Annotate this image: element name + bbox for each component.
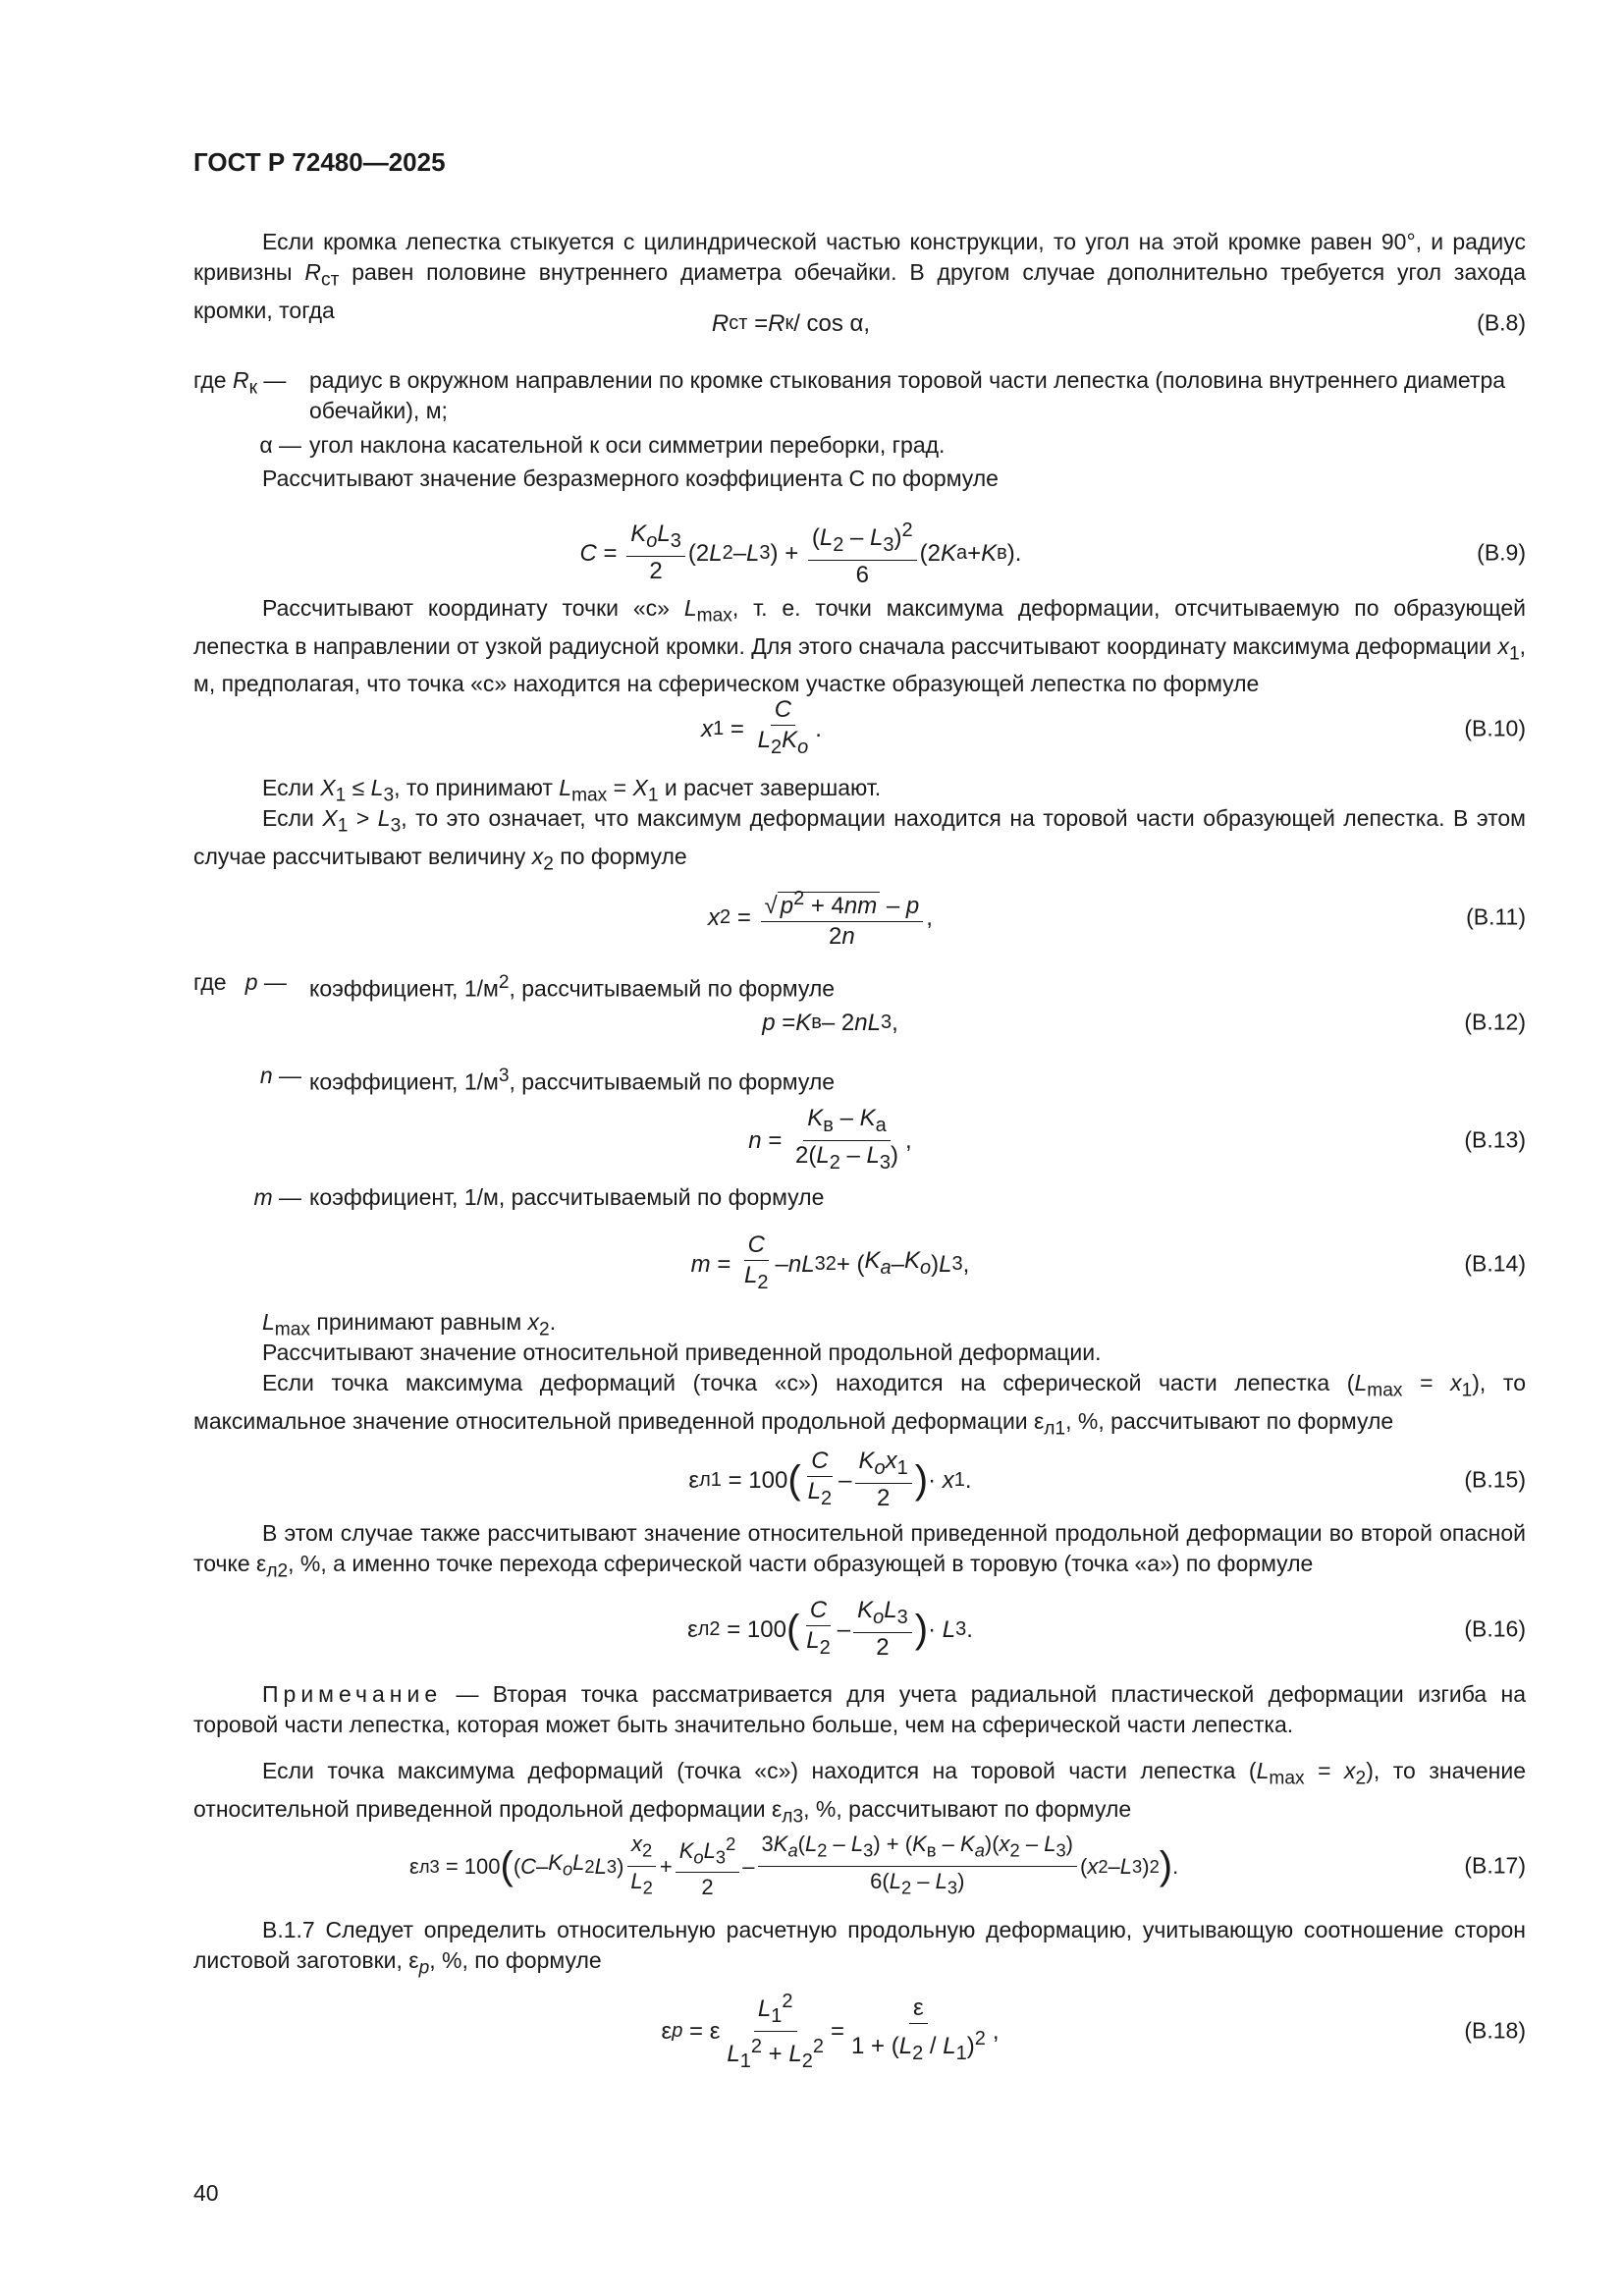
paragraph-toroidal: Если точка максимума деформаций (точка «с») находится на торовой части лепестка $(L_{max} = x_2)$, то значение относительной приведенной продольной деформации $\varepsilon_{л3}$, %, рассчитывают по формуле [193, 1758, 1526, 1828]
definition-text: радиус в окружном направлении по кромке стыкования торовой части лепестка (половина внутреннего диаметра обечайки), м; [309, 367, 1506, 423]
note [193, 1679, 1526, 1740]
equation-number: (В.14) [1464, 1250, 1526, 1277]
equation-number: (В.12) [1464, 1009, 1526, 1035]
paragraph-lmax: $L_{max}$ принимают равным $x_2$. [262, 1309, 557, 1340]
equation-b13: n = $K_в - K_а$ $2(L_2 - L_3)$ , (В.13) [748, 1104, 1526, 1174]
equation-number: (В.9) [1477, 539, 1526, 566]
paragraph-spherical: Если точка максимума деформаций (точка «с») находится на сферической части лепестка $(L_{max} = x_1)$, то максимальное значение относительной приведенной продольной деформации $\varepsilon_{л1}$, %, рассчитывают по формуле [193, 1370, 1526, 1440]
paragraph-if1: Если $X_1 \le L_3$, то принимают $L_{max} = X_1$ и расчет завершают. [262, 775, 882, 806]
paragraph-c: Рассчитывают значение безразмерного коэффициента С по формуле [262, 465, 999, 491]
equation-number: (В.8) [1477, 309, 1526, 336]
equation-b16: ε л2 = 100 ( C $L_2$ – $K_oL_3$ 2 ) · L 3 . (В.16) [687, 1597, 1526, 1661]
equation-b11: x 2 = √ $p^2 + 4nm - p$ 2n , (В.11) [193, 874, 1526, 960]
equation-b9: C = $K_oL_3$ 2 (2 L 2 – L 3 ) + $(L_2 - L_3)^2$ 6 (2 K а + K в ). (В.9) [193, 506, 1526, 600]
equation-number: (В.18) [1464, 2017, 1526, 2044]
equation-b14: m = C $L_2$ – nL 3 2 + ( $K_a$ – $K_o$ ) L 3 , (В.14) [690, 1231, 1526, 1293]
equation-number: (В.13) [1464, 1126, 1526, 1153]
paragraph-second-point: В этом случае также рассчитывают значение относительной приведенной продольной деформации во второй опасной точке $\varepsilon_{л2}$, %, а именно точке перехода сферической части образующей в торовую (точка «а») по формуле [193, 1520, 1526, 1582]
definition-text: угол наклона касательной к оси симметрии переборки, град. [309, 432, 946, 458]
definition-alpha: α — угол наклона касательной к оси симметрии переборки, град. [193, 430, 1526, 461]
equation-number: (В.16) [1464, 1615, 1526, 1642]
definition-rk: где $R_к$ — радиус в окружном направлении по кромке стыкования торовой части лепестка (половина внутреннего диаметра обечайки), м; [193, 365, 1526, 426]
definition-n: n — коэффициент, $1/м^3$, рассчитываемый по формуле [259, 1063, 836, 1095]
equation-b10: x 1 = C $L_2K_o$ . (В.10) [701, 696, 1526, 758]
equation-number: (В.15) [1464, 1466, 1526, 1493]
document-header: ГОСТ Р 72480—2025 [193, 147, 446, 177]
equation-b18: ε p = ε $L_1^2$ $L_1^2 + L_2^2$ = ε $1 + (L_2 / L_1)^2$ , (В.18) [193, 1984, 1526, 2078]
paragraph-if2: Если $X_1 > L_3$, то это означает, что максимум деформации находится на торовой части образующей лепестка. В этом случае рассчитывают величину $x_2$ по формуле [193, 805, 1526, 875]
paragraph-calc: Рассчитывают значение относительной приведенной продольной деформации. [262, 1339, 1102, 1365]
equation-b15: ε л1 = 100 ( C $L_2$ – $K_ox_1$ 2 ) · x 1 . (В.15) [688, 1448, 1526, 1511]
page-number: 40 [193, 2180, 219, 2206]
equation-b17: ε л3 = 100 ( ( C – $K_oL$ 2 L 3 ) $x_2$ $L_2$ + $K_oL_3^2$ 2 – $3K_a(L_2 - L_3) + (K_в - K_a)(x_2 - L_3)$ $6(L_2 - L_3)$ ( x 2 – L 3 ) 2 ) . (В.17) [193, 1819, 1526, 1913]
equation-b12: p = K в – 2 nL 3 , (В.12) [762, 1009, 1526, 1036]
equation-number: (В.11) [1466, 903, 1526, 930]
equation-b8: R ст = R к / cos α, (В.8) [711, 309, 1526, 337]
note-text: — Вторая точка рассматривается для учета радиальной пластической деформации изгиба на торовой части лепестка, которая может быть значительно больше, чем на сферической части лепестка. [193, 1681, 1526, 1737]
equation-number: (В.10) [1464, 715, 1526, 741]
equation-number: (В.17) [1464, 1852, 1526, 1879]
paragraph-edge: Если кромка лепестка стыкуется с цилиндрической частью конструкции, то угол на этой кромке равен 90°, и радиус кривизны $R_{ст}$ равен половине внутреннего диаметра обечайки. В другом случае дополнительно требуется угол захода кромки, тогда [193, 229, 1527, 323]
paragraph-b17: В.1.7 Следует определить относительную расчетную продольную деформацию, учитывающую соотношение сторон листовой заготовки, $\varepsilon_p$, %, по формуле [193, 1917, 1526, 1979]
definition-m: m — коэффициент, 1/м, рассчитываемый по формуле [253, 1184, 825, 1210]
note-label: Примечание [262, 1681, 443, 1707]
definition-p: где p — коэффициент, $1/м^2$, рассчитываемый по формуле [193, 969, 836, 1002]
paragraph-coordinate: Рассчитывают координату точки «с» $L_{max}$, т. е. точки максимума деформации, отсчитываемую по образующей лепестка в направлении от узкой радиусной кромки. Для этого сначала рассчитывают координату максимума деформации $x_1$, м, предполагая, что точка «с» находится на сферическом участке образующей лепестка по формуле [193, 595, 1526, 697]
